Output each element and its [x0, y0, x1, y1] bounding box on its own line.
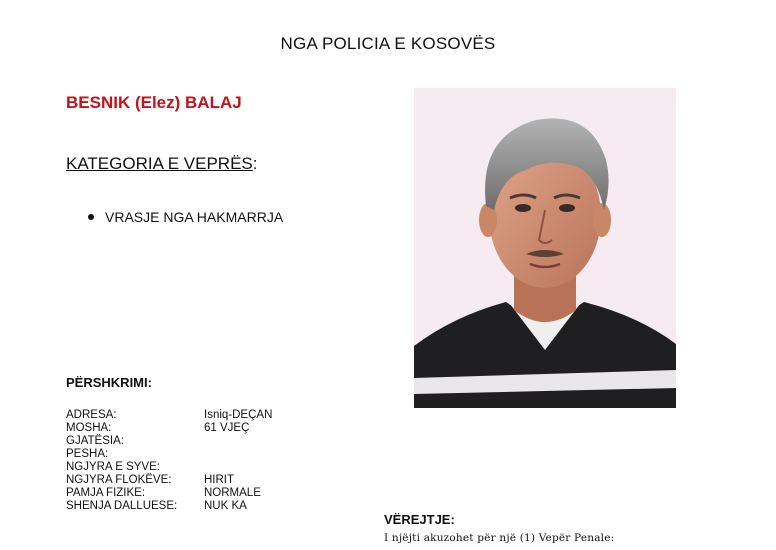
- description-label: SHENJA DALLUESE:: [66, 500, 178, 512]
- description-row: [66, 422, 272, 435]
- description-row: [66, 435, 272, 448]
- description-label: GJATËSIA:: [66, 435, 124, 447]
- offense-text: VRASJE NGA HAKMARRJA: [105, 209, 284, 225]
- description-value: 61 VJEÇ: [204, 422, 250, 434]
- description-row: [66, 487, 272, 500]
- description-value: NUK KA: [204, 500, 247, 512]
- description-row: [66, 448, 272, 461]
- offense-list: [88, 209, 283, 225]
- description-label: MOSHA:: [66, 422, 112, 434]
- description-table: [66, 409, 272, 513]
- description-value: Isniq-DEÇAN: [204, 409, 273, 421]
- description-label: PAMJA FIZIKE:: [66, 487, 146, 499]
- person-name: BESNIK (Elez) BALAJ: [66, 93, 242, 112]
- description-title: PËRSHKRIMI:: [66, 375, 152, 390]
- category-colon: :: [252, 154, 258, 173]
- offense-category-heading: [66, 154, 257, 174]
- description-value: NORMALE: [204, 487, 261, 499]
- description-label: NGJYRA E SYVE:: [66, 461, 160, 473]
- bullet-icon: [88, 214, 94, 220]
- description-row: [66, 409, 272, 422]
- agency-header: NGA POLICIA E KOSOVËS: [280, 34, 496, 53]
- description-row: [66, 474, 272, 487]
- description-row: [66, 461, 272, 474]
- description-value: HIRIT: [204, 474, 235, 486]
- notes-title: VËREJTJE:: [384, 512, 455, 527]
- suspect-photo: [414, 88, 676, 408]
- description-label: ADRESA:: [66, 409, 117, 421]
- offense-item: [88, 209, 283, 225]
- notes-text: I njëjti akuzohet për një (1) Vepër Penale:: [384, 532, 615, 544]
- description-row: [66, 500, 272, 513]
- description-label: PESHA:: [66, 448, 109, 460]
- description-label: NGJYRA FLOKËVE:: [66, 474, 172, 486]
- category-label: KATEGORIA E VEPRËS: [66, 154, 253, 173]
